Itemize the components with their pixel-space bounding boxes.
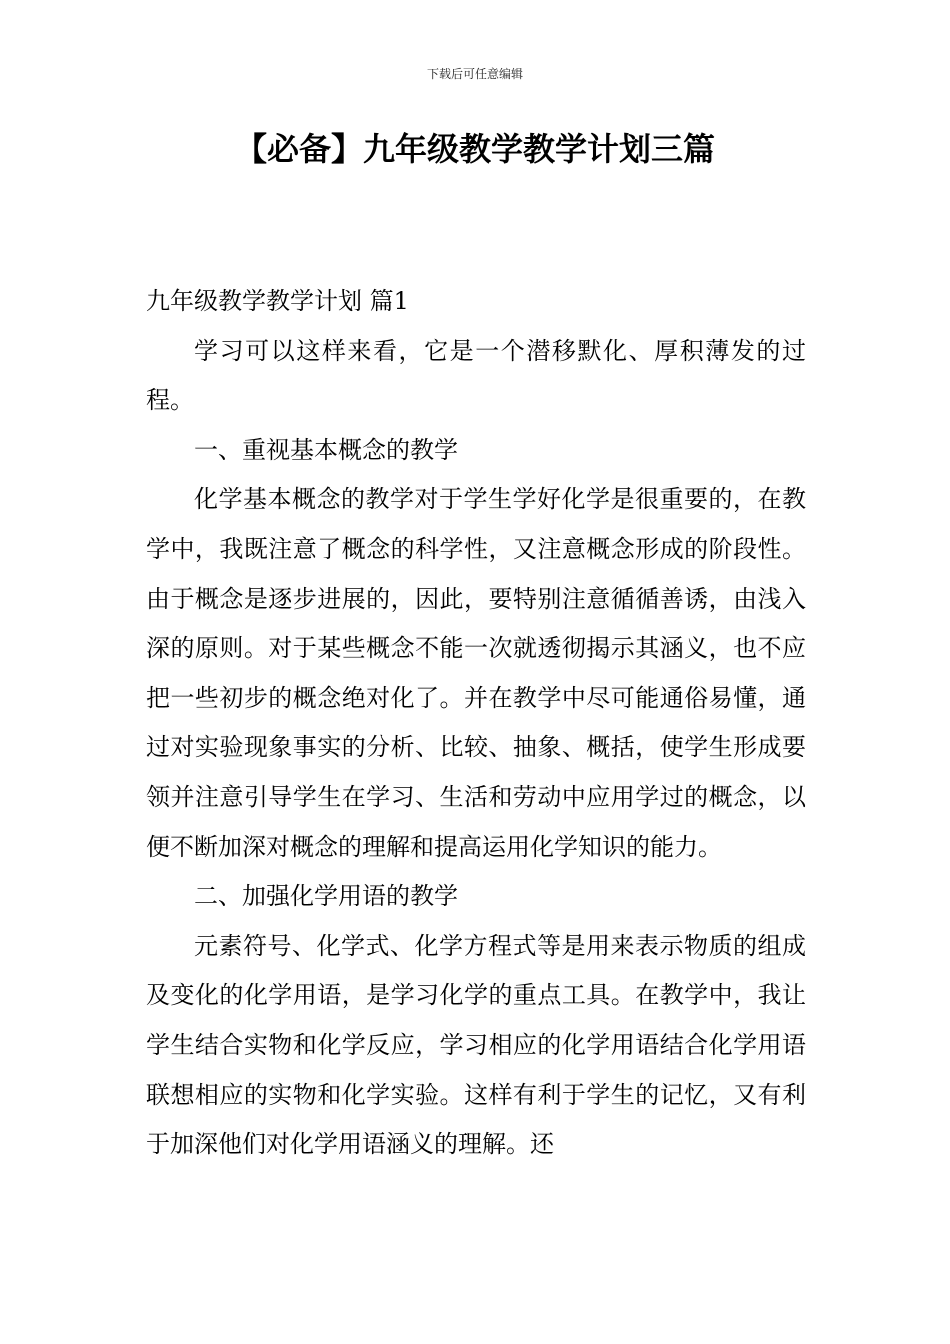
subheading-concepts: 一、重视基本概念的教学 — [194, 435, 458, 464]
paragraph-chemical-language: 元素符号、化学式、化学方程式等是用来表示物质的组成及变化的化学用语，是学习化学的重点工具。在教学中，我让学生结合实物和化学反应，学习相应的化学用语结合化学用语联想相应的实物和化学实验。这样有利于学生的记忆，又有利于加深他们对化学用语涵义的理解。还 — [146, 931, 806, 1159]
header-note: 下载后可任意编辑 — [426, 67, 523, 81]
paragraph-intro: 学习可以这样来看，它是一个潜移默化、厚积薄发的过程。 — [146, 336, 806, 415]
subheading-chemical-language: 二、加强化学用语的教学 — [194, 882, 458, 911]
document-title: 【必备】九年级教学教学计划三篇 — [234, 130, 715, 168]
document-body — [146, 277, 806, 1170]
paragraph-concepts: 化学基本概念的教学对于学生学好化学是很重要的，在教学中，我既注意了概念的科学性，又注意概念形成的阶段性。由于概念是逐步进展的，因此，要特别注意循循善诱，由浅入深的原则。对于某些概念不能一次就透彻揭示其涵义，也不应把一些初步的概念绝对化了。并在教学中尽可能通俗易懂，通过对实验现象事实的分析、比较、抽象、概括，使学生形成要领并注意引导学生在学习、生活和劳动中应用学过的概念，以便不断加深对概念的理解和提高运用化学知识的能力。 — [146, 485, 806, 861]
section-heading: 九年级教学教学计划 篇1 — [146, 287, 409, 315]
